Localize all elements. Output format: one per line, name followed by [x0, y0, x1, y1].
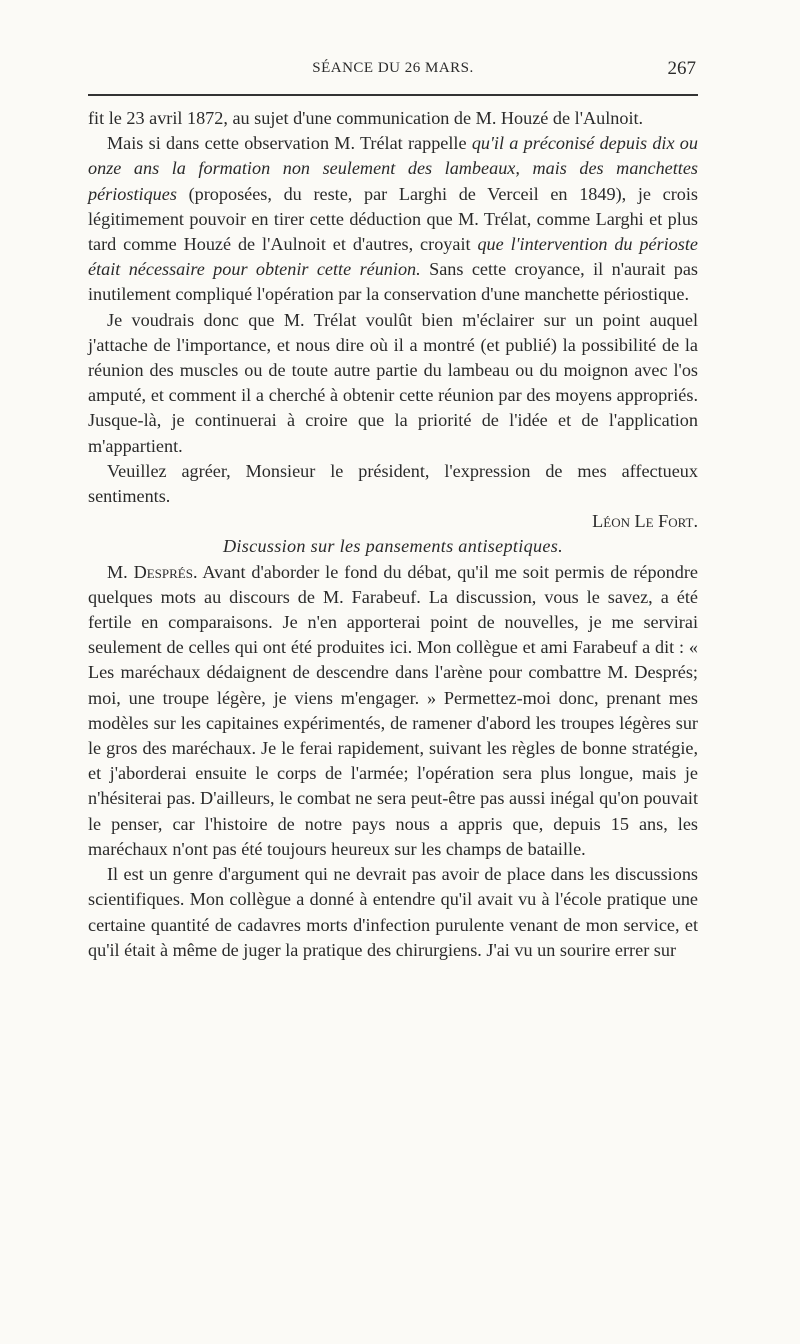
- paragraph-4: Veuillez agréer, Monsieur le président, l'expression de mes affectueux sentiments.: [88, 460, 698, 507]
- page-header: [88, 56, 698, 84]
- paragraph-2: [88, 131, 698, 307]
- paragraph-6: Il est un genre d'argument qui ne devrait pas avoir de place dans les discussions scientifiques. Mon collègue a donné à entendre qu'il avait vu à l'école pratique une certaine quantité de cadavres morts d'infection purulente venant de mon service, et qu'il était à même de juger la pratique des chirurgiens. J'ai vu un sourire errer sur: [88, 864, 698, 960]
- paragraph-1: fit le 23 avril 1872, au sujet d'une communication de M. Houzé de l'Aulnoit.: [88, 108, 644, 128]
- paragraph-2-part-c: Sans cette croyance, il n'aurait pas inutilement compliqué l'opération par la conservation d'une manchette périostique.: [88, 259, 699, 305]
- paragraph-2-part-a: Mais si dans cette observation M. Trélat rappelle: [107, 133, 472, 154]
- body-text: [88, 106, 698, 963]
- section-title: Discussion sur les pansements antiseptiques.: [222, 536, 564, 557]
- header-rule: [88, 94, 698, 96]
- paragraph-2-part-b: (proposées, du reste, par Larghi de Verceil en 1849), je crois légitimement pouvoir en tirer cette déduction que M. Trélat, comme Larghi et plus tard comme Houzé de l'Aulnoit et d'autres, croyait: [88, 183, 698, 255]
- paragraph-3: Je voudrais donc que M. Trélat voulût bien m'éclairer sur un point auquel j'attache de l'importance, et nous dire où il a montré (et publié) la possibilité de la réunion des muscles ou de toute autre partie du lambeau ou du moignon avec l'os amputé, et comment il a cherché à obtenir cette réunion par des moyens appropriés. Jusque-là, je continuerai à croire que la priorité de l'idée et de l'application m'appartient.: [88, 309, 698, 456]
- running-title: SÉANCE DU 26 MARS.: [312, 60, 474, 76]
- paragraph-5: [88, 560, 698, 862]
- page-number: 267: [667, 58, 696, 79]
- signature: [88, 509, 698, 534]
- paragraph-5-text: Avant d'aborder le fond du débat, qu'il me soit permis de répondre quelques mots au discours de M. Farabeuf. La discussion, vous le savez, a été fertile en comparaisons. Je n'en apporterai point de nouvelles, je me servirai seulement de celles qui ont été produites ici. Mon collègue et ami Farabeuf a dit : « Les maréchaux dédaignent de descendre dans l'arène pour combattre M. Després; moi, une troupe légère, je viens m'engager. » Permettez-moi donc, prenant mes modèles sur les capitaines expérimentés, de ramener d'abord les troupes légères sur le gros des maréchaux. Je le ferai rapidement, suivant les règles de bonne stratégie, et j'aborderai ensuite le corps de l'armée; l'opération sera plus longue, mais je n'hésiterai pas. D'ailleurs, le combat ne sera peut-être pas aussi inégal qu'on pouvait le penser, car l'histoire de notre pays nous a appris que, depuis 15 ans, les maréchaux n'ont pas été toujours heureux sur les champs de bataille.: [88, 561, 698, 859]
- paragraph-2-italic-quote: qu'il a préconisé depuis dix ou onze ans la formation non seulement des lambeaux, mais des manchettes périostiques: [88, 133, 698, 204]
- signature-text: Léon Le Fort.: [592, 511, 698, 532]
- speaker-name: M. Després.: [107, 561, 198, 582]
- paragraph-2-italic-clause: que l'intervention du périoste était nécessaire pour obtenir cette réunion.: [88, 234, 698, 280]
